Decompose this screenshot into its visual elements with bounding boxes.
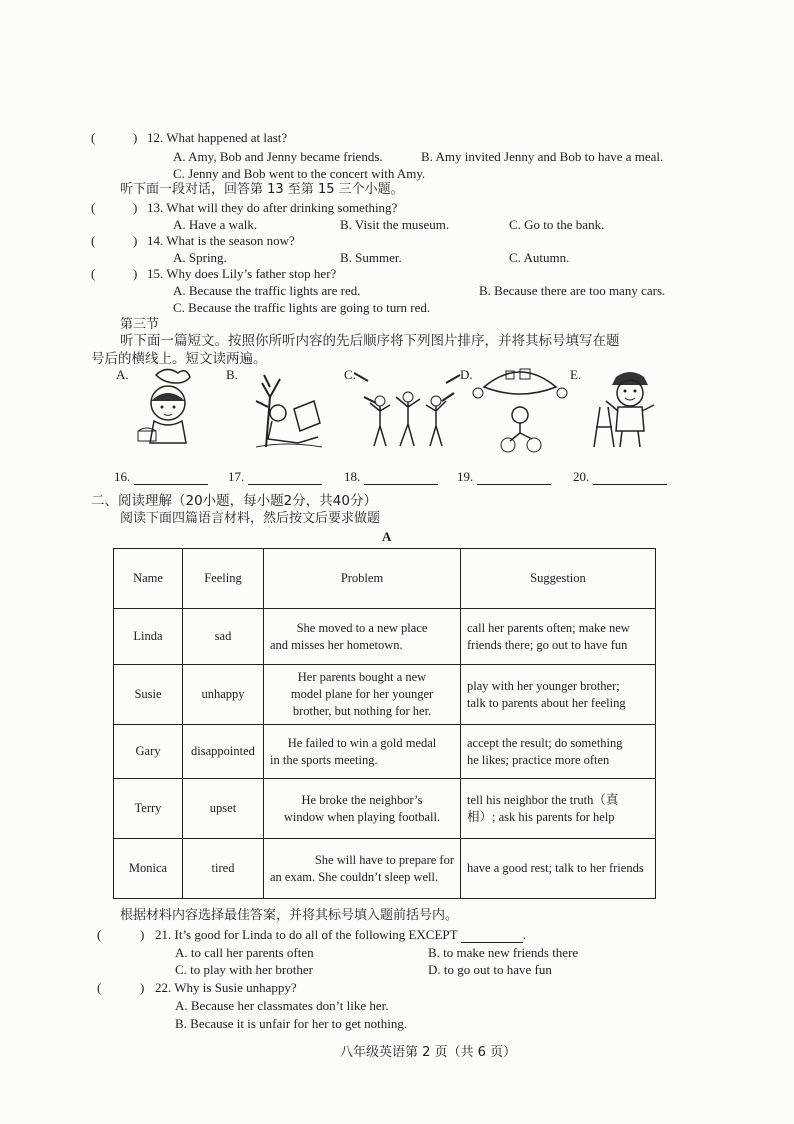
section-3-instruction-line1: 听下面一篇短文。按照你所听内容的先后顺序将下列图片排序，并将其标号填写在题 — [120, 333, 620, 349]
question-15-stem: 15. Why does Lily’s father stop her? — [147, 266, 337, 281]
question-13-stem: 13. What will they do after drinking something? — [147, 200, 398, 215]
question-21-option-d: D. to go out to have fun — [428, 962, 552, 977]
answer-blank-20[interactable]: 20. — [573, 468, 667, 485]
table-row: Susie unhappy Her parents bought a new model plane for her younger brother, but nothing for her. play with her younger brother; talk to parents about her feeling — [114, 665, 656, 725]
question-14-option-c: C. Autumn. — [509, 250, 570, 265]
reading-instruction: 阅读下面四篇语言材料，然后按文后要求做题 — [120, 511, 381, 526]
section-3-instruction-line2: 号后的横线上。短文读两遍。 — [91, 351, 267, 367]
boy-painting-illustration — [580, 367, 670, 452]
question-22-option-a: A. Because her classmates don’t like her. — [175, 998, 389, 1013]
table-row: Gary disappointed He failed to win a gold medal in the sports meeting. accept the result; do something he likes; practice more often — [114, 725, 656, 779]
header-suggestion: Suggestion — [461, 549, 656, 609]
question-22-option-b: B. Because it is unfair for her to get nothing. — [175, 1016, 408, 1031]
question-21-option-a: A. to call her parents often — [175, 945, 314, 960]
section-3-title: 第三节 — [120, 317, 160, 332]
question-12-option-b: B. Amy invited Jenny and Bob to have a meal. — [421, 149, 664, 164]
girls-dancing-stage-illustration — [354, 367, 464, 452]
boy-cycling-town-illustration — [470, 367, 570, 457]
table-row: Linda sad She moved to a new place and misses her hometown. call her parents often; make new friends there; go out to have fun — [114, 609, 656, 665]
page-footer: 八年级英语第 2 页（共 6 页） — [340, 1045, 517, 1060]
choose-answer-instruction: 根据材料内容选择最佳答案，并将其标号填入题前括号内。 — [120, 908, 459, 923]
question-13-option-b: B. Visit the museum. — [340, 217, 450, 232]
answer-bracket-open: ( — [97, 980, 102, 995]
question-12-option-c: C. Jenny and Bob went to the concert with Amy. — [173, 166, 426, 181]
feelings-table — [113, 548, 656, 899]
answer-blank-18[interactable]: 18. — [344, 468, 438, 485]
answer-blank-17[interactable]: 17. — [228, 468, 322, 485]
question-14-option-a: A. Spring. — [173, 250, 227, 265]
table-row: Terry upset He broke the neighbor’s window when playing football. tell his neighbor the truth（真 相）; ask his parents for help — [114, 779, 656, 839]
answer-bracket-open: ( — [97, 927, 102, 942]
listening-instruction-13-15: 听下面一段对话，回答第 13 至第 15 三个小题。 — [120, 182, 404, 197]
answer-bracket-open: ( — [91, 266, 96, 281]
answer-bracket-close: ) — [133, 266, 138, 281]
question-21-stem: 21. It’s good for Linda to do all of the following EXCEPT . — [155, 927, 526, 942]
header-problem: Problem — [264, 549, 461, 609]
answer-bracket-close: ) — [133, 233, 138, 248]
table-row: Monica tired She will have to prepare for an exam. She couldn’t sleep well. have a good rest; talk to her friends — [114, 839, 656, 899]
question-21-option-b: B. to make new friends there — [428, 945, 579, 960]
question-12-stem: 12. What happened at last? — [147, 130, 288, 145]
answer-bracket-open: ( — [91, 130, 96, 145]
answer-bracket-open: ( — [91, 200, 96, 215]
girl-baking-cake-illustration — [126, 367, 206, 452]
question-21-blank[interactable] — [461, 928, 523, 943]
question-14-option-b: B. Summer. — [340, 250, 402, 265]
answer-bracket-close: ) — [140, 980, 145, 995]
question-12-option-a: A. Amy, Bob and Jenny became friends. — [173, 149, 383, 164]
table-header-row — [114, 549, 656, 609]
answer-blank-16[interactable]: 16. — [114, 468, 208, 485]
question-15-option-c: C. Because the traffic lights are going to turn red. — [173, 300, 431, 315]
passage-label: A — [382, 529, 392, 544]
header-name: Name — [114, 549, 183, 609]
header-feeling: Feeling — [183, 549, 264, 609]
question-13-option-c: C. Go to the bank. — [509, 217, 605, 232]
reading-section-heading: 二、阅读理解（20小题，每小题2分，共40分） — [91, 493, 377, 509]
answer-blank-19[interactable]: 19. — [457, 468, 551, 485]
question-21-option-c: C. to play with her brother — [175, 962, 313, 977]
question-14-stem: 14. What is the season now? — [147, 233, 295, 248]
question-15-option-b: B. Because there are too many cars. — [479, 283, 666, 298]
answer-bracket-open: ( — [91, 233, 96, 248]
boy-reading-under-tree-illustration — [236, 367, 326, 452]
question-15-option-a: A. Because the traffic lights are red. — [173, 283, 361, 298]
question-13-option-a: A. Have a walk. — [173, 217, 258, 232]
answer-bracket-close: ) — [133, 130, 138, 145]
question-22-stem: 22. Why is Susie unhappy? — [155, 980, 297, 995]
answer-bracket-close: ) — [140, 927, 145, 942]
answer-bracket-close: ) — [133, 200, 138, 215]
